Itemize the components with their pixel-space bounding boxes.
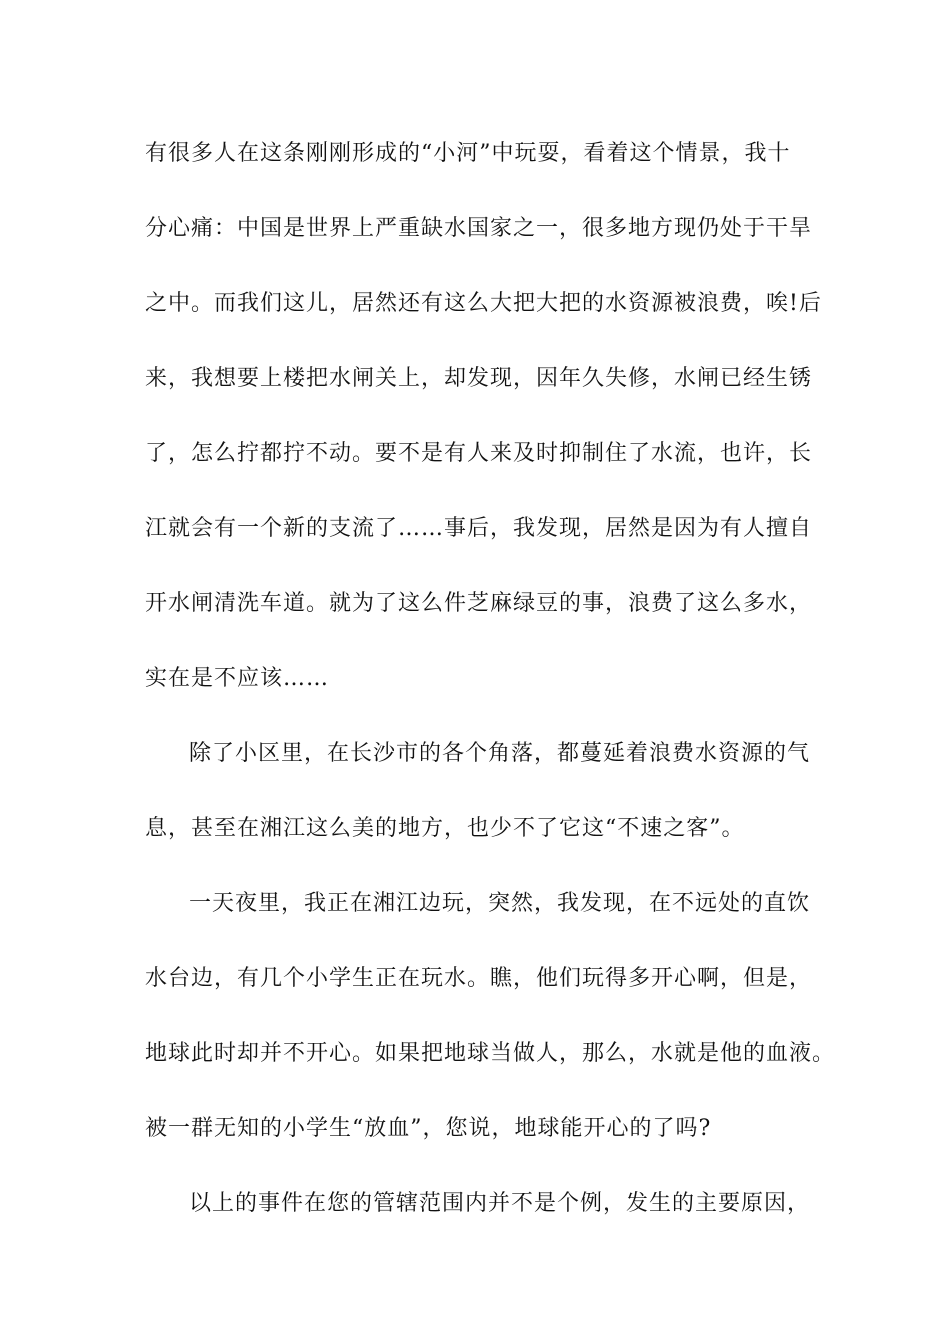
paragraph-first-line: 一天夜里，我正在湘江边玩，突然，我发现，在不远处的直饮 [189, 891, 811, 916]
text-line: 水台边，有几个小学生正在玩水。瞧，他们玩得多开心啊，但是， [145, 966, 813, 991]
text-line: 江就会有一个新的支流了……事后，我发现，居然是因为有人擅自 [145, 516, 813, 541]
text-line: 被一群无知的小学生“放血”，您说，地球能开心的了吗? [145, 1116, 712, 1141]
text-line: 息，甚至在湘江这么美的地方，也少不了它这“不速之客”。 [145, 816, 745, 841]
text-line: 来，我想要上楼把水闸关上，却发现，因年久失修，水闸已经生锈 [145, 366, 813, 391]
text-line: 之中。而我们这儿，居然还有这么大把大把的水资源被浪费，唉!后 [145, 291, 822, 316]
text-line: 分心痛：中国是世界上严重缺水国家之一，很多地方现仍处于干旱 [145, 216, 813, 241]
text-line: 了，怎么拧都拧不动。要不是有人来及时抑制住了水流，也许，长 [145, 441, 813, 466]
text-line: 有很多人在这条刚刚形成的“小河”中玩耍，看着这个情景，我十 [145, 141, 791, 166]
text-line: 地球此时却并不开心。如果把地球当做人，那么，水就是他的血液。 [145, 1041, 836, 1066]
text-line: 开水闸清洗车道。就为了这么件芝麻绿豆的事，浪费了这么多水， [145, 591, 813, 616]
paragraph-first-line: 除了小区里，在长沙市的各个角落，都蔓延着浪费水资源的气 [189, 741, 811, 766]
text-line: 实在是不应该…… [145, 666, 330, 691]
paragraph-first-line: 以上的事件在您的管辖范围内并不是个例，发生的主要原因， [189, 1191, 811, 1216]
